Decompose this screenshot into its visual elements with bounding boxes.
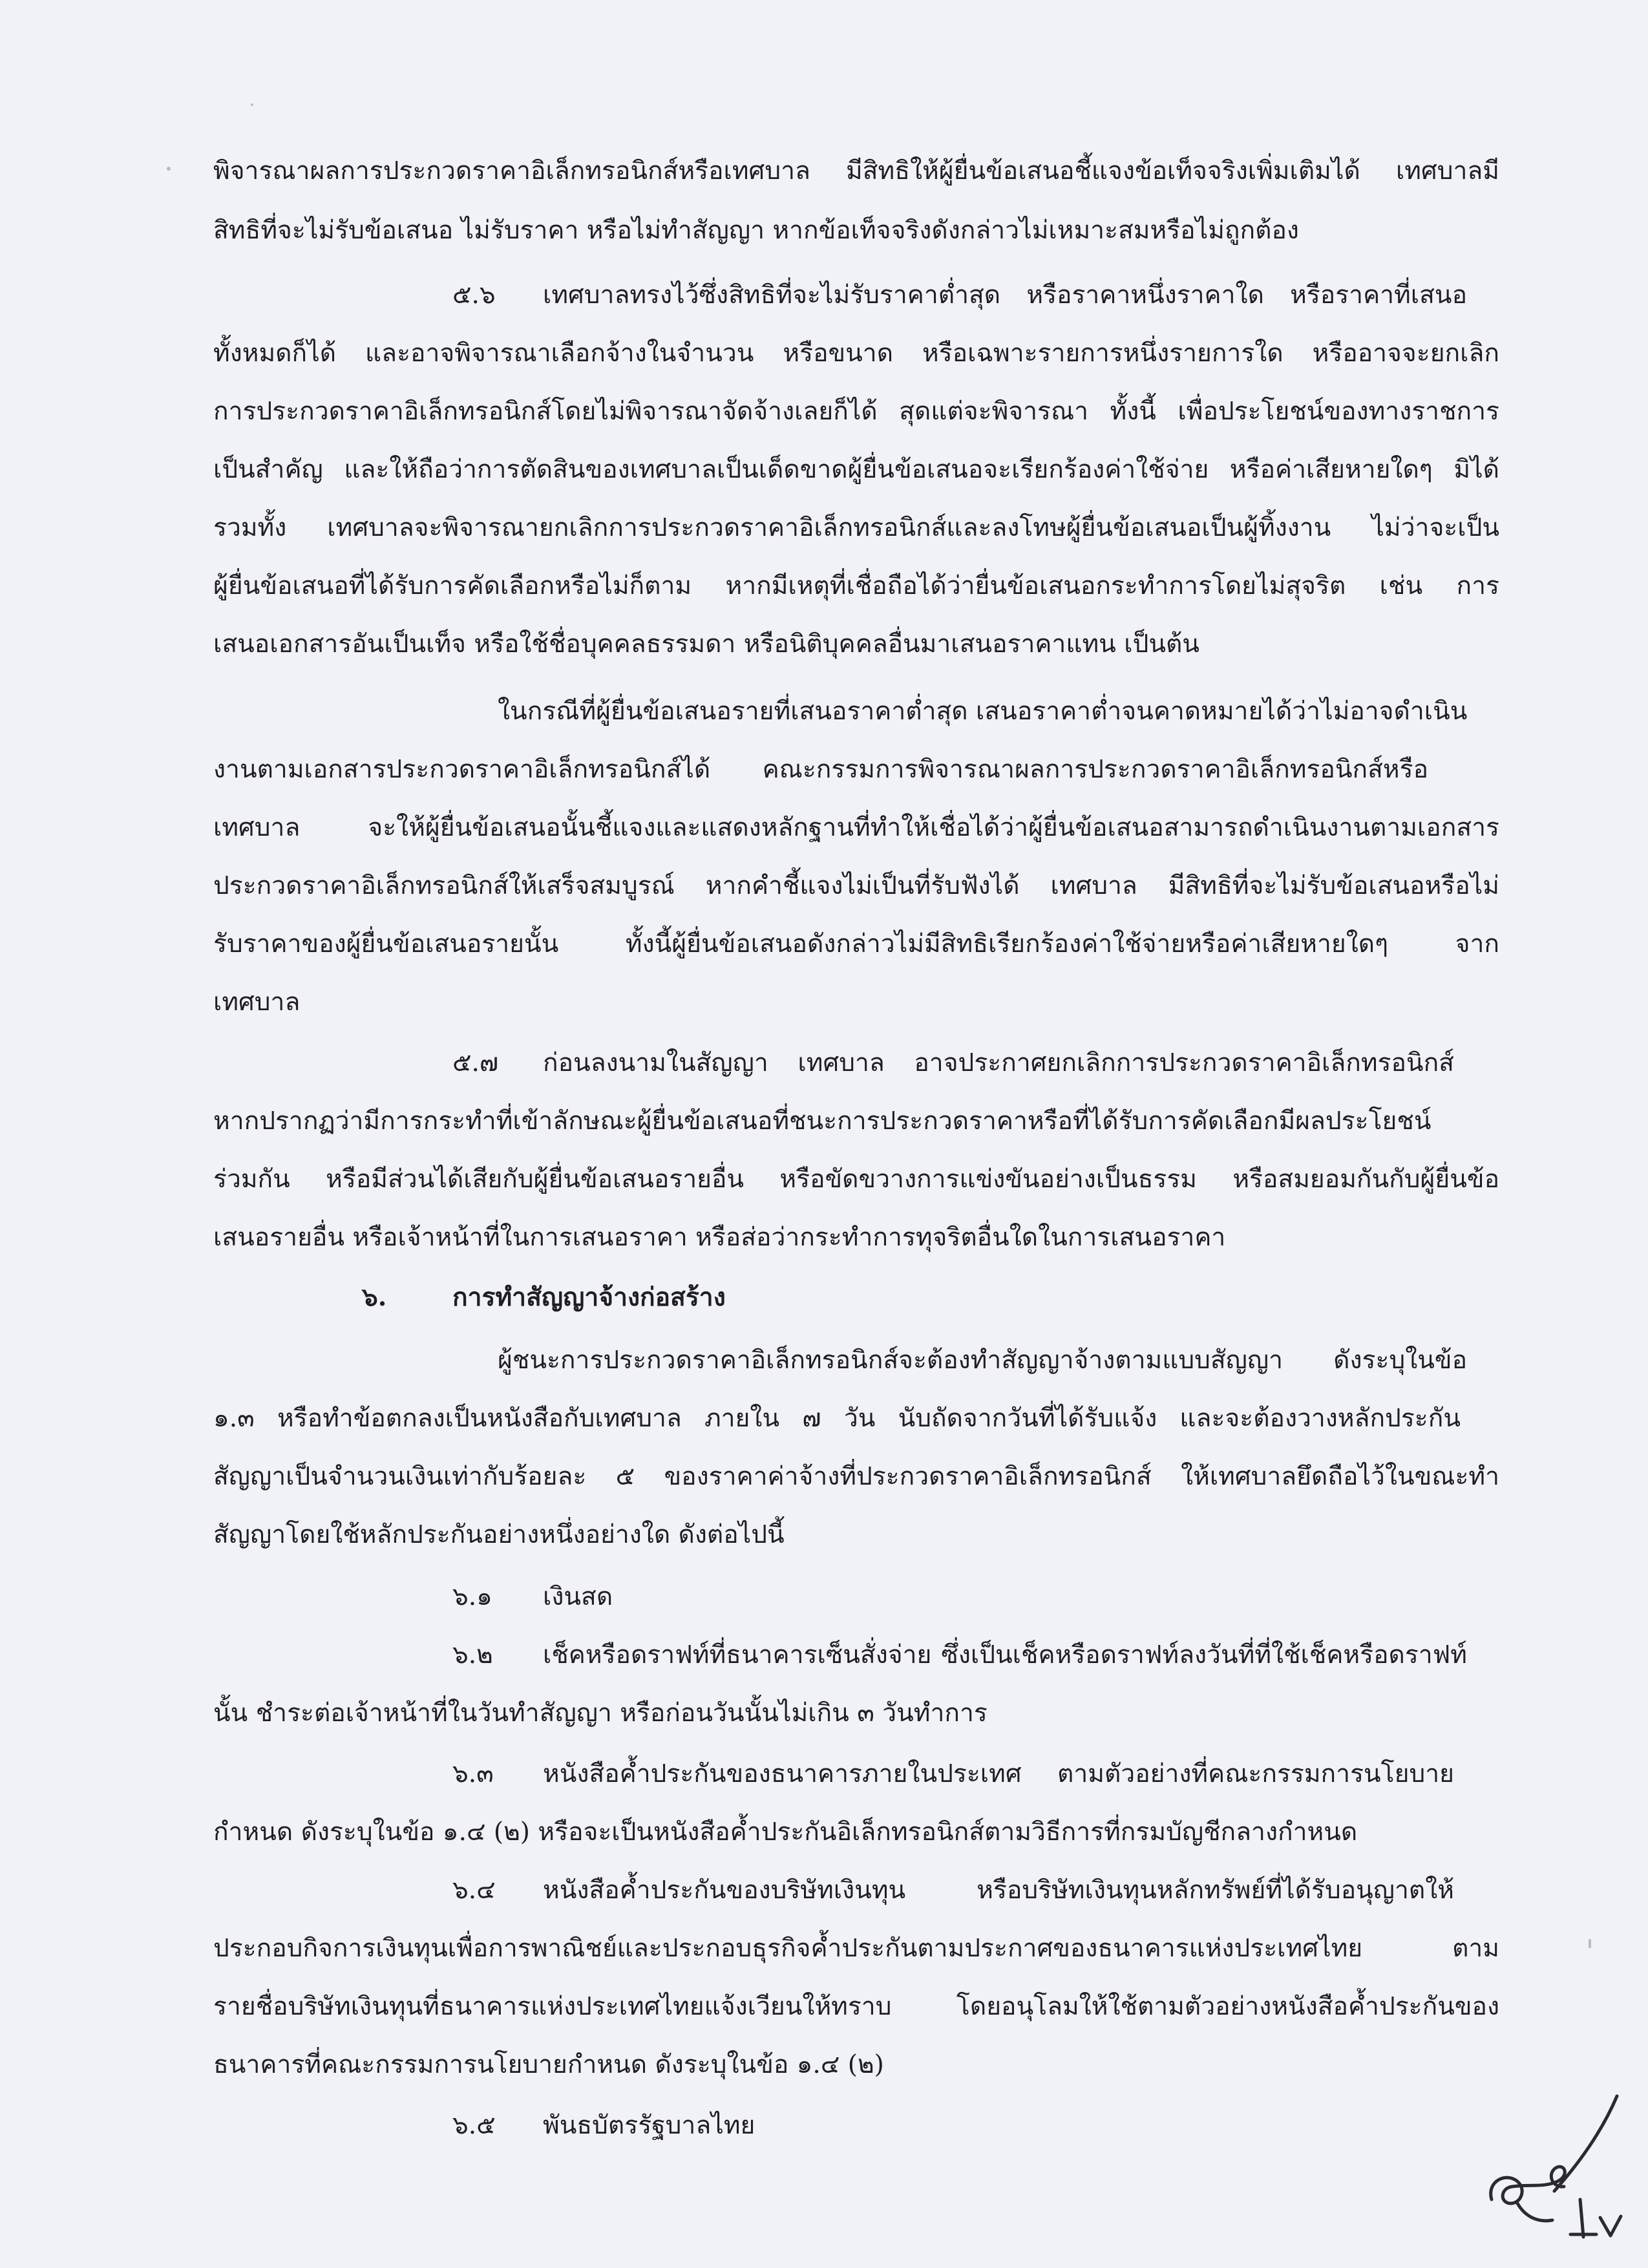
paragraph-line: สัญญาโดยใช้หลักประกันอย่างหนึ่งอย่างใด ดังต่อไปนี้: [213, 1520, 785, 1549]
scan-speck: [1589, 1939, 1591, 1948]
paragraph-line: นั้น ชำระต่อเจ้าหน้าที่ในวันทำสัญญา หรือก่อนวันนั้นไม่เกิน ๓ วันทำการ: [213, 1699, 988, 1728]
paragraph-line: ผู้ชนะการประกวดราคาอิเล็กทรอนิกส์จะต้องทำสัญญาจ้างตามแบบสัญญา ดังระบุในข้อ: [498, 1346, 1467, 1375]
paragraph-line: เป็นสำคัญ และให้ถือว่าการตัดสินของเทศบาลเป็นเด็ดขาดผู้ยื่นข้อเสนอจะเรียกร้องค่าใช้จ่าย หรือค่าเสียหายใดๆ มิได้: [213, 455, 1499, 484]
paragraph-line: ร่วมกัน หรือมีส่วนได้เสียกับผู้ยื่นข้อเสนอรายอื่น หรือขัดขวางการแข่งขันอย่างเป็นธรรม หรือสมยอมกันกับผู้ยื่นข้อ: [213, 1165, 1499, 1194]
clause-number: ๖.๒: [452, 1640, 493, 1669]
paragraph-line: ประกวดราคาอิเล็กทรอนิกส์ให้เสร็จสมบูรณ์ หากคำชี้แจงไม่เป็นที่รับฟังได้ เทศบาล มีสิทธิที่จะไม่รับข้อเสนอหรือไม่: [213, 871, 1499, 900]
paragraph-line: ก่อนลงนามในสัญญา เทศบาล อาจประกาศยกเลิกการประกวดราคาอิเล็กทรอนิกส์: [543, 1048, 1454, 1077]
paragraph-line: เทศบาลทรงไว้ซึ่งสิทธิที่จะไม่รับราคาต่ำสุด หรือราคาหนึ่งราคาใด หรือราคาที่เสนอ: [543, 281, 1467, 310]
clause-number: ๖.๕: [452, 2111, 496, 2140]
paragraph-line: เช็คหรือดราฟท์ที่ธนาคารเซ็นสั่งจ่าย ซึ่งเป็นเช็คหรือดราฟท์ลงวันที่ที่ใช้เช็คหรือดราฟท์: [543, 1640, 1467, 1669]
paragraph-line: การประกวดราคาอิเล็กทรอนิกส์โดยไม่พิจารณาจัดจ้างเลยก็ได้ สุดแต่จะพิจารณา ทั้งนี้ เพื่อประโยชน์ของทางราชการ: [213, 397, 1499, 426]
paragraph-line: ในกรณีที่ผู้ยื่นข้อเสนอรายที่เสนอราคาต่ำสุด เสนอราคาต่ำจนคาดหมายได้ว่าไม่อาจดำเนิน: [498, 697, 1467, 726]
paragraph-line: เทศบาล จะให้ผู้ยื่นข้อเสนอนั้นชี้แจงและแสดงหลักฐานที่ทำให้เชื่อได้ว่าผู้ยื่นข้อเสนอสามารถดำเนินงานตามเอกสาร: [213, 813, 1499, 842]
clause-number: ๖.๓: [452, 1759, 494, 1788]
section-title: การทำสัญญาจ้างก่อสร้าง: [452, 1282, 726, 1312]
clause-number: ๕.๖: [452, 281, 496, 310]
paragraph-line: ทั้งหมดก็ได้ และอาจพิจารณาเลือกจ้างในจำนวน หรือขนาด หรือเฉพาะรายการหนึ่งรายการใด หรืออาจจะยกเลิก: [213, 339, 1499, 368]
section-number: ๖.: [362, 1282, 387, 1312]
paragraph-line: พิจารณาผลการประกวดราคาอิเล็กทรอนิกส์หรือเทศบาล มีสิทธิให้ผู้ยื่นข้อเสนอชี้แจงข้อเท็จจริงเพิ่มเติมได้ เทศบาลมี: [213, 156, 1499, 185]
paragraph-line: งานตามเอกสารประกวดราคาอิเล็กทรอนิกส์ได้ คณะกรรมการพิจารณาผลการประกวดราคาอิเล็กทรอนิกส์หรือ: [213, 755, 1428, 784]
clause-number: ๖.๔: [452, 1876, 496, 1905]
paragraph-line: หนังสือค้ำประกันของบริษัทเงินทุน หรือบริษัทเงินทุนหลักทรัพย์ที่ได้รับอนุญาตให้: [543, 1876, 1454, 1905]
paragraph-line: เงินสด: [543, 1582, 613, 1611]
paragraph-line: เสนอเอกสารอันเป็นเท็จ หรือใช้ชื่อบุคคลธรรมดา หรือนิติบุคคลอื่นมาเสนอราคาแทน เป็นต้น: [213, 630, 1199, 659]
paragraph-line: ๑.๓ หรือทำข้อตกลงเป็นหนังสือกับเทศบาล ภายใน ๗ วัน นับถัดจากวันที่ได้รับแจ้ง และจะต้องวางหลักประกัน: [213, 1404, 1461, 1433]
paragraph-line: รวมทั้ง เทศบาลจะพิจารณายกเลิกการประกวดราคาอิเล็กทรอนิกส์และลงโทษผู้ยื่นข้อเสนอเป็นผู้ทิ้งงาน ไม่ว่าจะเป็น: [213, 513, 1499, 542]
paragraph-line: หนังสือค้ำประกันของธนาคารภายในประเทศ ตามตัวอย่างที่คณะกรรมการนโยบาย: [543, 1759, 1454, 1788]
clause-number: ๖.๑: [452, 1582, 492, 1611]
paragraph-line: กำหนด ดังระบุในข้อ ๑.๔ (๒) หรือจะเป็นหนังสือค้ำประกันอิเล็กทรอนิกส์ตามวิธีการที่กรมบัญชีกลางกำหนด: [213, 1818, 1358, 1847]
clause-number: ๕.๗: [452, 1048, 499, 1077]
paragraph-line: ประกอบกิจการเงินทุนเพื่อการพาณิชย์และประกอบธุรกิจค้ำประกันตามประกาศของธนาคารแห่งประเทศไทย ตาม: [213, 1934, 1499, 1963]
paragraph-line: ธนาคารที่คณะกรรมการนโยบายกำหนด ดังระบุในข้อ ๑.๔ (๒): [213, 2050, 884, 2079]
paragraph-line: พันธบัตรรัฐบาลไทย: [543, 2111, 755, 2140]
signature-initials: [1467, 2084, 1629, 2246]
paragraph-line: รับราคาของผู้ยื่นข้อเสนอรายนั้น ทั้งนี้ผู้ยื่นข้อเสนอดังกล่าวไม่มีสิทธิเรียกร้องค่าใช้จ่ายหรือค่าเสียหายใดๆ จาก: [213, 929, 1499, 959]
scan-speck: [167, 167, 171, 171]
paragraph-line: เสนอรายอื่น หรือเจ้าหน้าที่ในการเสนอราคา หรือส่อว่ากระทำการทุจริตอื่นใดในการเสนอราคา: [213, 1223, 1226, 1252]
paragraph-line: หากปรากฏว่ามีการกระทำที่เข้าลักษณะผู้ยื่นข้อเสนอที่ชนะการประกวดราคาหรือที่ได้รับการคัดเลือกมีผลประโยชน์: [213, 1107, 1431, 1136]
paragraph-line: สัญญาเป็นจำนวนเงินเท่ากับร้อยละ ๕ ของราคาค่าจ้างที่ประกวดราคาอิเล็กทรอนิกส์ ให้เทศบาลยึดถือไว้ในขณะทำ: [213, 1462, 1499, 1491]
paragraph-line: รายชื่อบริษัทเงินทุนที่ธนาคารแห่งประเทศไทยแจ้งเวียนให้ทราบ โดยอนุโลมให้ใช้ตามตัวอย่างหนังสือค้ำประกันของ: [213, 1992, 1499, 2021]
scan-speck: [251, 103, 253, 106]
paragraph-line: สิทธิที่จะไม่รับข้อเสนอ ไม่รับราคา หรือไม่ทำสัญญา หากข้อเท็จจริงดังกล่าวไม่เหมาะสมหรือไม่ถูกต้อง: [213, 216, 1299, 245]
paragraph-line: ผู้ยื่นข้อเสนอที่ได้รับการคัดเลือกหรือไม่ก็ตาม หากมีเหตุที่เชื่อถือได้ว่ายื่นข้อเสนอกระทำการโดยไม่สุจริต เช่น การ: [213, 571, 1499, 600]
paragraph-line: เทศบาล: [213, 988, 301, 1017]
